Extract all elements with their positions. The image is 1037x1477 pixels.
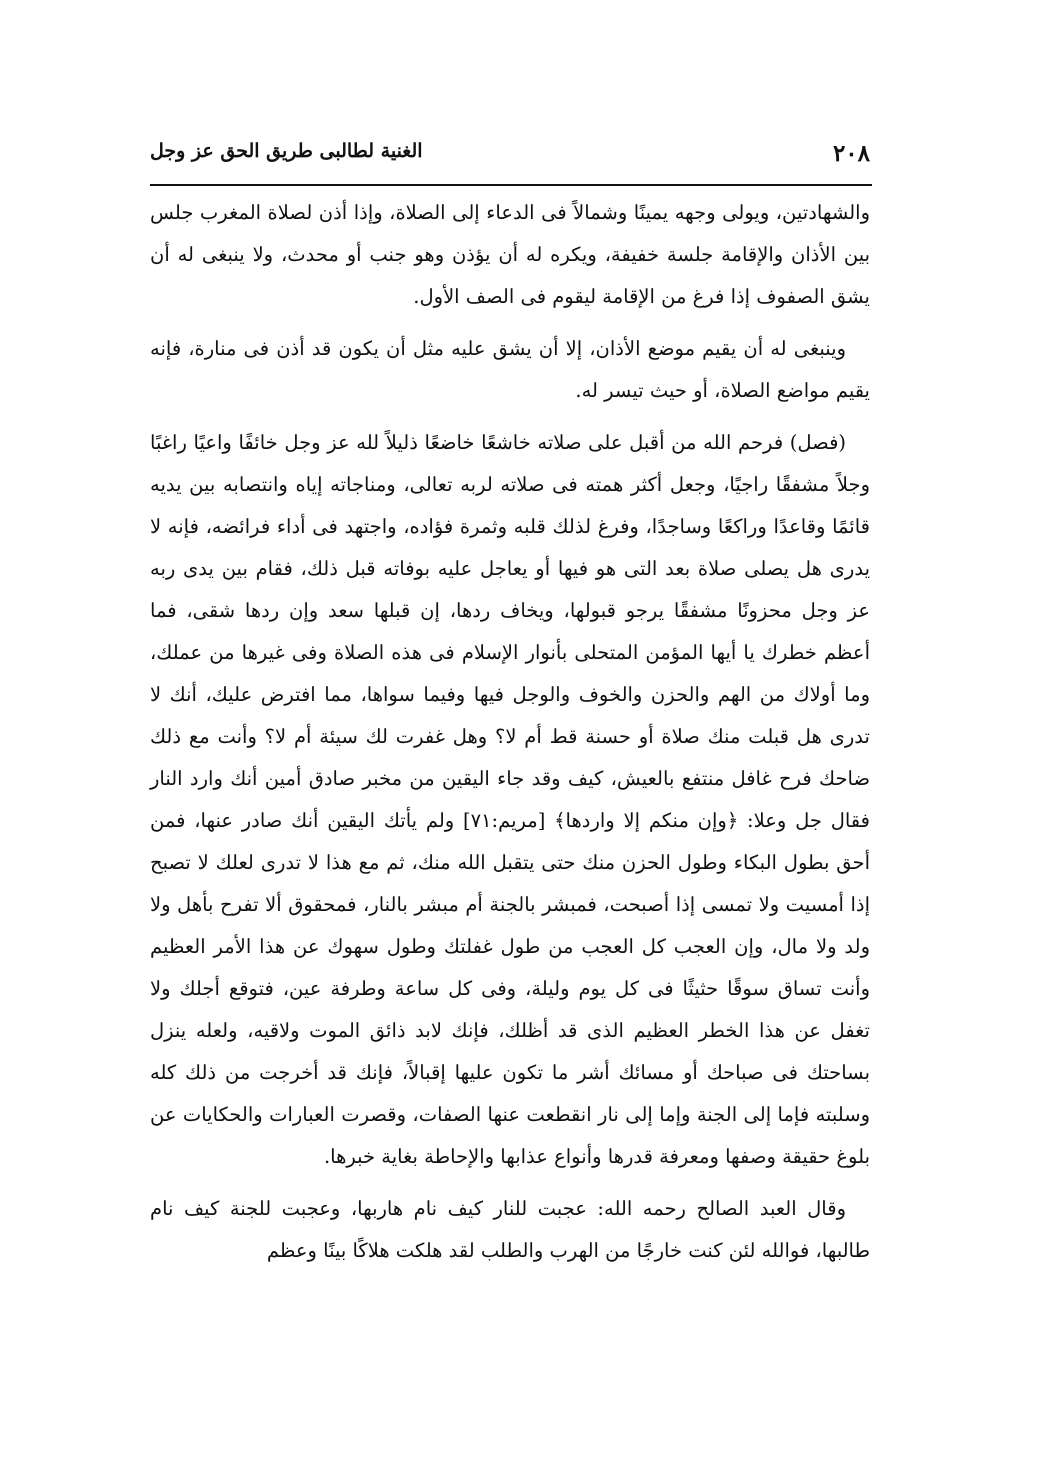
text-line: وفيما سواها، مما افترض عليك، أنك لا تدرى هل قبلت منك صلاة أو حسنة قط أم xyxy=(150,683,870,748)
text-line: كيف وقد جاء اليقين من مخبر صادق أمين أنك وارد النار فقال جل وعلا: ﴿وإن منكم xyxy=(150,767,870,832)
text-line: والحكايات عن بلوغ حقيقة وصفها ومعرفة قدرها وأنواع عذابها والإحاطة بغاية خبرها. xyxy=(150,1103,870,1168)
text-line: وقال العبد الصالح رحمه الله: عجبت للنار كيف نام هاربها، وعجبت للجنة كيف xyxy=(183,1197,846,1220)
text-line: ينزل بساحتك فى صباحك أو مسائك أشر ما تكون عليها إقبالاً، فإنك قد أخرجت من xyxy=(150,1019,870,1084)
header-rule xyxy=(150,184,872,186)
text-line: وانتصابه بين يديه قائمًا وقاعدًا وراكعًا وساجدًا، وفرغ لذلك قلبه وثمرة فؤاده، واجتهد xyxy=(150,473,870,538)
paragraph-3 xyxy=(150,422,870,1178)
text-line: تمسى إذا أصبحت، فمبشر بالجنة أم مبشر بالنار، فمحقوق ألا تفرح بأهل ولا ولد ولا xyxy=(150,893,870,958)
text-line: فى أداء فرائضه، فإنه لا يدرى هل يصلى صلاة بعد التى هو فيها أو يعاجل عليه بوفاته xyxy=(150,515,870,580)
text-line: وينبغى له أن يقيم موضع الأذان، إلا أن يشق عليه مثل أن يكون قد أذن فى منارة، xyxy=(188,337,846,360)
paragraph-4 xyxy=(150,1188,870,1272)
text-line: واعيًا راغبًا وجلاً مشفقًا راجيًا، وجعل أكثر همته فى صلاته لربه تعالى، ومناجاته إياه xyxy=(150,431,870,496)
paragraph-1 xyxy=(150,192,870,318)
text-line: فإنه يقيم مواضع الصلاة، أو حيث تيسر له. xyxy=(150,337,870,402)
text-line: إلا واردها﴾ [مريم:٧١] ولم يأتك اليقين أنك صادر عنها، فمن أحق بطول البكاء وطول xyxy=(150,809,871,874)
running-title: الغنية لطالبى طريق الحق عز وجل xyxy=(150,140,423,162)
text-line: قبلها سعد وإن ردها شقى، فما أعظم خطرك يا أيها المؤمن المتحلى بأنوار الإسلام فى xyxy=(150,599,870,664)
text-line: لا؟ وهل غفرت لك سيئة أم لا؟ وأنت مع ذلك ضاحك فرح غافل منتفع بالعيش، xyxy=(150,725,871,790)
text-line: هذه الصلاة وفى غيرها من عملك، وما أولاك من الهم والحزن والخوف والوجل فيها xyxy=(150,641,870,706)
body-text xyxy=(150,192,870,1272)
text-line: ينبغى له أن يشق الصفوف إذا فرغ من الإقامة ليقوم فى الصف الأول. xyxy=(150,243,870,308)
text-line: قبل ذلك، فقام بين يدى ربه عز وجل محزونًا مشفقًا يرجو قبولها، ويخاف ردها، إن xyxy=(150,557,871,622)
paragraph-2 xyxy=(150,328,870,412)
text-line: والشهادتين، ويولى وجهه يمينًا وشمالاً فى الدعاء إلى الصلاة، وإذا أذن لصلاة المغرب xyxy=(199,201,870,224)
page-header xyxy=(150,136,870,180)
page-number: ٢٠٨ xyxy=(832,140,870,167)
text-line: (فصل) فرحم الله من أقبل على صلاته خاشعًا خاضعًا ذليلاً لله عز وجل خائفًا xyxy=(238,431,846,454)
text-line: الحزن منك حتى يتقبل الله منك، ثم مع هذا لا تدرى لعلك لا تصبح إذا أمسيت ولا xyxy=(150,851,871,916)
text-line: وأنت تساق سوقًا حثيثًا فى كل يوم وليلة، وفى كل ساعة وطرفة عين، فتوقع أجلك xyxy=(179,977,870,1000)
text-line: مال، وإن العجب كل العجب من طول غفلتك وطول سهوك عن هذا الأمر العظيم xyxy=(150,935,809,958)
text-line: ولا تغفل عن هذا الخطر العظيم الذى قد أظلك، فإنك لابد ذائق الموت ولاقيه، ولعله xyxy=(150,977,870,1042)
text-line: جلس بين الأذان والإقامة جلسة خفيفة، ويكره له أن يؤذن وهو جنب أو محدث، ولا xyxy=(150,201,871,266)
text-line: نام طالبها، فوالله لئن كنت خارجًا من الهرب والطلب لقد هلكت هلاكًا بينًا وعظم xyxy=(150,1197,870,1262)
text-line: ذلك كله وسلبته فإما إلى الجنة وإما إلى نار انقطعت عنها الصفات، وقصرت العبارات xyxy=(150,1061,871,1126)
